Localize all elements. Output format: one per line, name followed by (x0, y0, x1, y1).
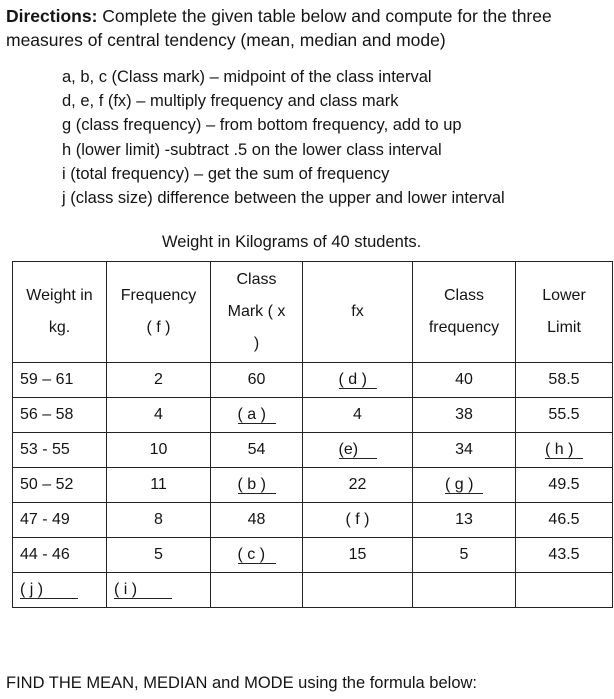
blank-g: ( g ) (445, 476, 483, 494)
header-class-mark: Class Mark ( x ) (211, 262, 303, 363)
cell-class-mark: 54 (211, 433, 303, 468)
table-row (13, 433, 613, 468)
cell-lower-limit: 43.5 (516, 538, 613, 573)
blank-j: ( j ) (20, 581, 78, 599)
cell-empty (516, 573, 613, 608)
cell-empty (211, 573, 303, 608)
header-lower-limit: Lower Limit (516, 262, 613, 363)
blank-f: ( f ) (345, 511, 370, 528)
header-class-frequency: Class frequency (413, 262, 516, 363)
cell-weight: 59 – 61 (13, 363, 107, 398)
directions-paragraph (6, 4, 612, 52)
cell-frequency: 4 (107, 398, 211, 433)
cell-weight: 50 – 52 (13, 468, 107, 503)
cell-class-frequency: 13 (413, 503, 516, 538)
cell-lower-limit: 49.5 (516, 468, 613, 503)
cell-weight: 47 - 49 (13, 503, 107, 538)
cell-weight: 53 - 55 (13, 433, 107, 468)
cell-class-mark (211, 468, 303, 503)
cell-class-frequency: 40 (413, 363, 516, 398)
cell-class-frequency: 34 (413, 433, 516, 468)
cell-weight: 44 - 46 (13, 538, 107, 573)
table-row (13, 468, 613, 503)
cell-fx: 22 (303, 468, 413, 503)
table-row (13, 398, 613, 433)
cell-empty (303, 573, 413, 608)
step-item: j (class size) difference between the upper and lower interval (62, 189, 505, 208)
cell-weight: 56 – 58 (13, 398, 107, 433)
cell-empty (413, 573, 516, 608)
blank-a: ( a ) (238, 406, 276, 424)
cell-class-mark (211, 538, 303, 573)
cell-lower-limit (516, 433, 613, 468)
cell-class-mark: 48 (211, 503, 303, 538)
totals-row (13, 573, 613, 608)
cell-class-frequency (413, 468, 516, 503)
step-item: a, b, c (Class mark) – midpoint of the class interval (62, 68, 432, 86)
cell-fx (303, 433, 413, 468)
blank-e: (e) (339, 441, 377, 459)
cell-class-size (13, 573, 107, 608)
header-row (13, 262, 613, 363)
header-weight: Weight in kg. (13, 262, 107, 363)
blank-c: ( c ) (238, 546, 276, 564)
cell-class-frequency: 38 (413, 398, 516, 433)
step-item: g (class frequency) – from bottom frequency, add to up (62, 116, 462, 135)
blank-d: ( d ) (339, 371, 377, 389)
header-fx: fx (303, 262, 413, 363)
frequency-table (12, 261, 613, 608)
blank-i: ( i ) (114, 581, 172, 599)
cell-lower-limit: 55.5 (516, 398, 613, 433)
blank-h: ( h ) (545, 441, 583, 459)
header-frequency: Frequency ( f ) (107, 262, 211, 363)
footer-instruction: FIND THE MEAN, MEDIAN and MODE using the formula below: (6, 674, 478, 692)
cell-class-mark (211, 398, 303, 433)
cell-lower-limit: 46.5 (516, 503, 613, 538)
cell-frequency: 8 (107, 503, 211, 538)
table-row (13, 363, 613, 398)
directions-text: Complete the given table below and compute for the three measures of central tendency (mean, median and mode) (6, 6, 552, 50)
step-item: h (lower limit) -subtract .5 on the lower class interval (62, 140, 442, 159)
cell-frequency: 10 (107, 433, 211, 468)
cell-fx (303, 503, 413, 538)
directions-label: Directions: (6, 6, 98, 26)
cell-total-frequency (107, 573, 211, 608)
table-row (13, 538, 613, 573)
cell-fx: 4 (303, 398, 413, 433)
step-item: i (total frequency) – get the sum of frequency (62, 164, 390, 183)
table-row (13, 503, 613, 538)
table-caption: Weight in Kilograms of 40 students. (162, 233, 422, 251)
step-list (62, 65, 612, 210)
cell-frequency: 5 (107, 538, 211, 573)
cell-fx (303, 363, 413, 398)
cell-frequency: 2 (107, 363, 211, 398)
blank-b: ( b ) (238, 476, 276, 494)
cell-fx: 15 (303, 538, 413, 573)
cell-class-frequency: 5 (413, 538, 516, 573)
step-item: d, e, f (fx) – multiply frequency and class mark (62, 92, 399, 111)
cell-lower-limit: 58.5 (516, 363, 613, 398)
cell-class-mark: 60 (211, 363, 303, 398)
cell-frequency: 11 (107, 468, 211, 503)
